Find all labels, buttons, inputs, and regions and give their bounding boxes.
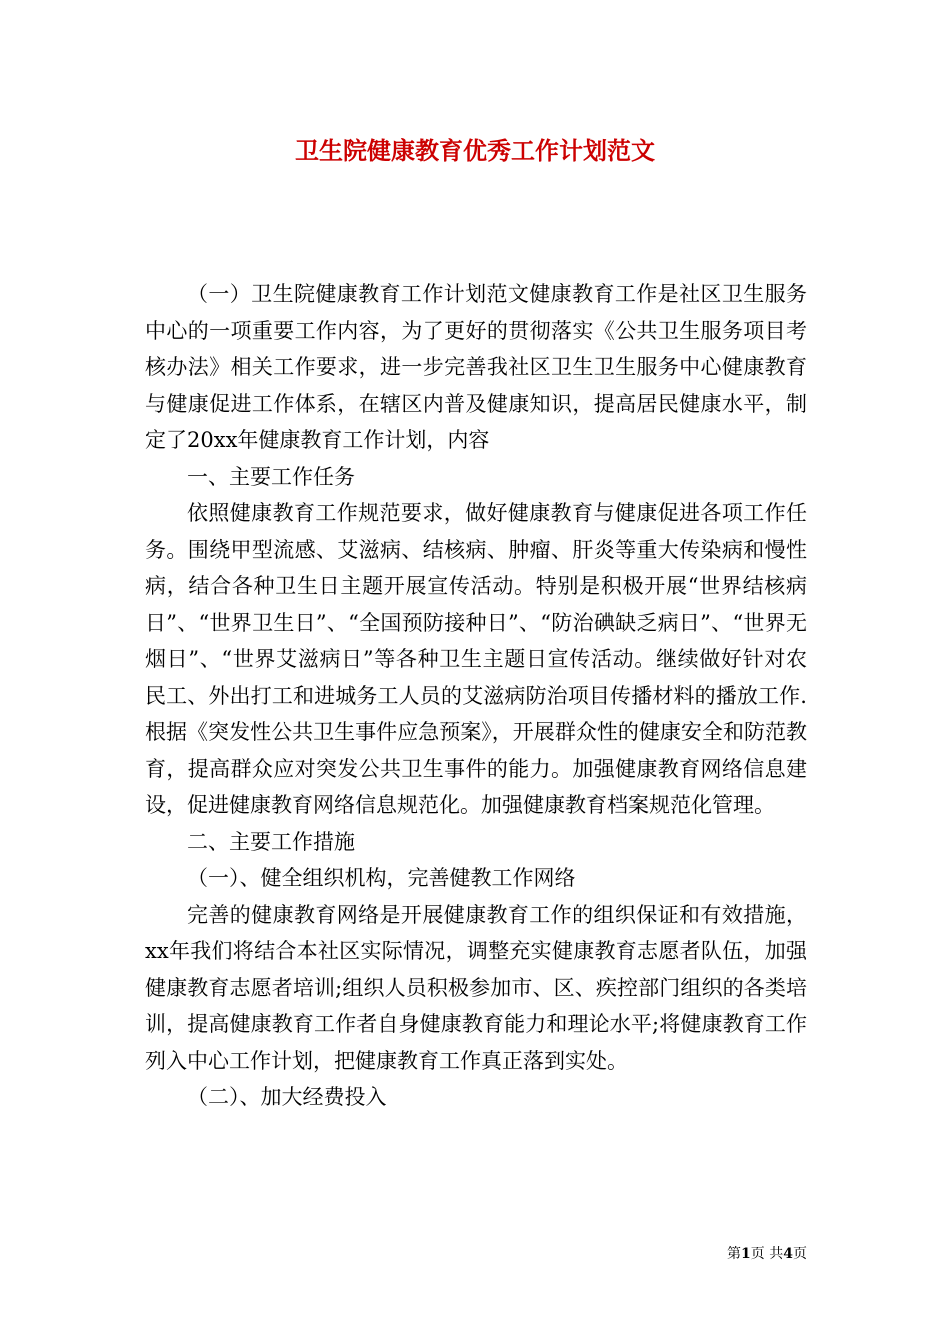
tasks-paragraph: 依照健康教育工作规范要求，做好健康教育与健康促进各项工作任务。围绕甲型流感、艾滋病、结核病、肿瘤、肝炎等重大传染病和慢性病，结合各种卫生日主题开展宣传活动。特别是积极开展“世界结核病日”、“世界卫生日”、“全国预防接种日”、“防治碘缺乏病日”、“世界无烟日”、“世界艾滋病日”等各种卫生主题日宣传活动。继续做好针对农民工、外出打工和进城务工人员的艾滋病防治项目传播材料的播放工作.根据《突发性公共卫生事件应急预案》，开展群众性的健康安全和防范教育，提高群众应对突发公共卫生事件的能力。加强健康教育网络信息建设，促进健康教育网络信息规范化。加强健康教育档案规范化管理。: [145, 501, 807, 817]
subsection-heading-funding: （二）、加大经费投入: [187, 1085, 387, 1109]
footer-middle: 页 共: [750, 1246, 784, 1262]
subsection-heading-organization: （一）、健全组织机构，完善健教工作网络: [187, 866, 576, 890]
section-heading-measures: 二、主要工作措施: [187, 829, 355, 854]
organization-paragraph: 完善的健康教育网络是开展健康教育工作的组织保证和有效措施，xx年我们将结合本社区实际情况，调整充实健康教育志愿者队伍，加强健康教育志愿者培训;组织人员积极参加市、区、疾控部门组织的各类培训，提高健康教育工作者自身健康教育能力和理论水平;将健康教育工作列入中心工作计划，把健康教育工作真正落到实处。: [145, 902, 807, 1073]
footer-current-page: 1: [741, 1246, 751, 1262]
footer-total-pages: 4: [783, 1246, 793, 1262]
intro-paragraph: （一）卫生院健康教育工作计划范文健康教育工作是社区卫生服务中心的一项重要工作内容，为了更好的贯彻落实《公共卫生服务项目考核办法》相关工作要求，进一步完善我社区卫生卫生服务中心健康教育与健康促进工作体系，在辖区内普及健康知识，提高居民健康水平，制定了20xx年健康教育工作计划，内容: [145, 282, 807, 452]
section-heading-tasks: 一、主要工作任务: [187, 464, 355, 489]
footer-suffix: 页: [793, 1246, 807, 1262]
footer-prefix: 第: [727, 1246, 742, 1262]
page-number-footer: [700, 1244, 807, 1264]
document-title: 卫生院健康教育优秀工作计划范文: [295, 136, 655, 165]
document-body: [145, 276, 807, 1116]
